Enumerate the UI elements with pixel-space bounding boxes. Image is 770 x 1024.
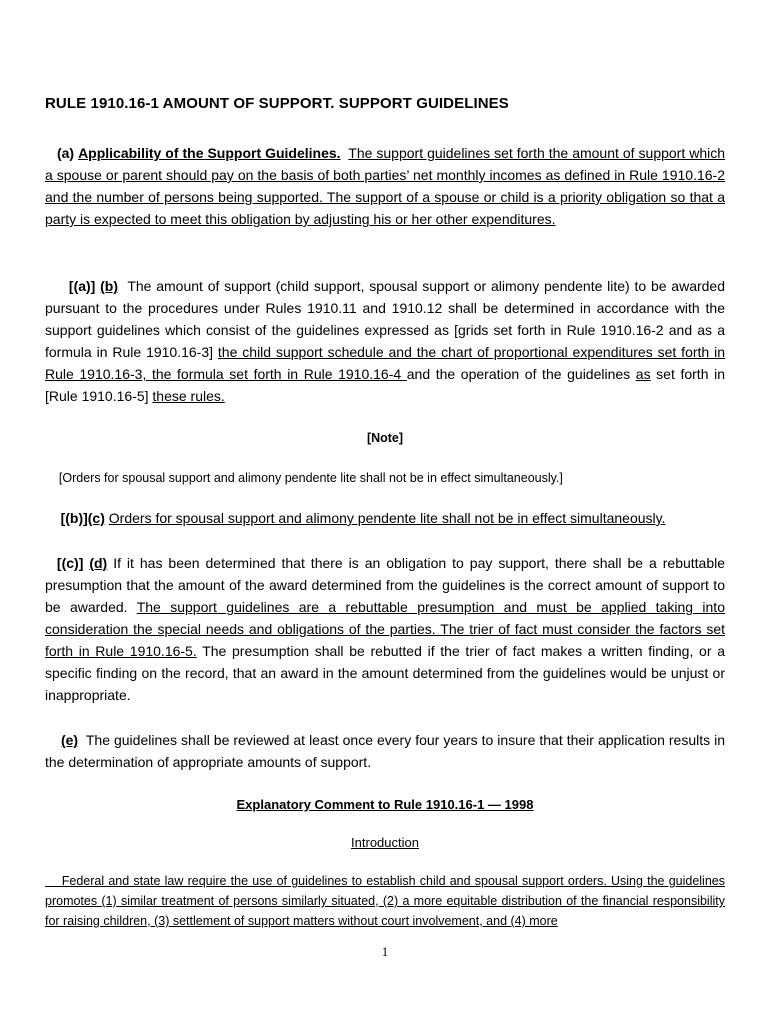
section-d-text-1: If it has been determined that there is an obligation to pay support, there shall be a rebuttable presumption that the amount of the award determined from the guidelines is the correct amount of support to be awarded. (45, 555, 726, 615)
section-a-heading: Applicability of the Support Guidelines. (78, 145, 341, 161)
section-e-marker: (e) (60, 732, 79, 748)
section-b-new-marker: (b) (100, 278, 119, 294)
page-number: 1 (381, 944, 389, 959)
section-b-inserted-1: the child support schedule and the chart of proportional expenditures set forth in Rule 1910.16-3, the formula set forth in Rule 1910.16-4 (45, 344, 725, 382)
section-d-old-marker: [(c)] (56, 555, 84, 571)
section-b-text-3: set forth in (650, 366, 725, 382)
section-a (45, 142, 725, 230)
section-e (45, 729, 725, 773)
section-b (45, 275, 725, 407)
section-c (45, 507, 725, 529)
section-b-inserted-2: as (635, 366, 651, 382)
section-b-deleted-1: [grids set forth in Rule 1910.16-2 and as a formula in Rule 1910.16-3] (45, 322, 726, 360)
section-d-inserted: The support guidelines are a rebuttable presumption and must be applied taking into consideration the special needs and obligations of the parties. The trier of fact must consider the factors set forth in Rule 1910.16-5. (45, 599, 725, 659)
comment-intro-heading: Introduction (351, 835, 419, 850)
section-b-deleted-2: [Rule 1910.16-5] (45, 388, 149, 404)
section-c-text: Orders for spousal support and alimony pendente lite shall not be in effect simultaneously. (108, 510, 666, 526)
section-b-text-1: The amount of support (child support, spousal support or alimony pendente lite) to be awarded pursuant to the procedures under Rules 1910.11 and 1910.12 shall be determined in accordance with the support guidelines which consist of the guidelines expressed as (45, 278, 726, 338)
section-e-text: The guidelines shall be reviewed at least once every four years to insure that their application results in the determination of appropriate amounts of support. (45, 732, 725, 770)
section-b-inserted-3: these rules. (152, 388, 225, 404)
section-b-old-marker: [(a)] (68, 278, 96, 294)
section-a-marker: (a) (56, 145, 75, 161)
section-a-text: The support guidelines set forth the amount of support which a spouse or parent should pay on the basis of both parties’ net monthly incomes as defined in Rule 1910.16-2 and the number of persons being supported. The support of a spouse or child is a priority obligation so that a party is expected to meet this obligation by adjusting his or her other expenditures. (45, 145, 726, 227)
section-c-old-marker: [(b)] (60, 510, 88, 526)
note-text: [Orders for spousal support and alimony pendente lite shall not be in effect simultaneously.] (58, 471, 563, 485)
section-c-new-marker: (c) (87, 510, 105, 526)
comment-text: Federal and state law require the use of guidelines to establish child and spousal support orders. Using the guidelines promotes (1) similar treatment of persons similarly situated, (2) a more equitable distribution of the financial responsibility for raising children, (3) settlement of support matters without court involvement, and (4) more (45, 874, 725, 928)
comment-heading: Explanatory Comment to Rule 1910.16-1 — 1998 (236, 797, 534, 812)
rule-title: RULE 1910.16-1 AMOUNT OF SUPPORT. SUPPORT GUIDELINES (45, 95, 509, 112)
note-heading: [Note] (366, 431, 404, 445)
section-b-text-2: and the operation of the guidelines (406, 366, 636, 382)
section-d (45, 552, 725, 706)
comment-text-block (45, 871, 725, 931)
section-d-text-2: The presumption shall be rebutted if the trier of fact makes a written finding, or a specific finding on the record, that an award in the amount determined from the guidelines would be unjust or inappropriate. (45, 643, 725, 703)
section-d-new-marker: (d) (89, 555, 108, 571)
note-text-block (45, 468, 725, 488)
